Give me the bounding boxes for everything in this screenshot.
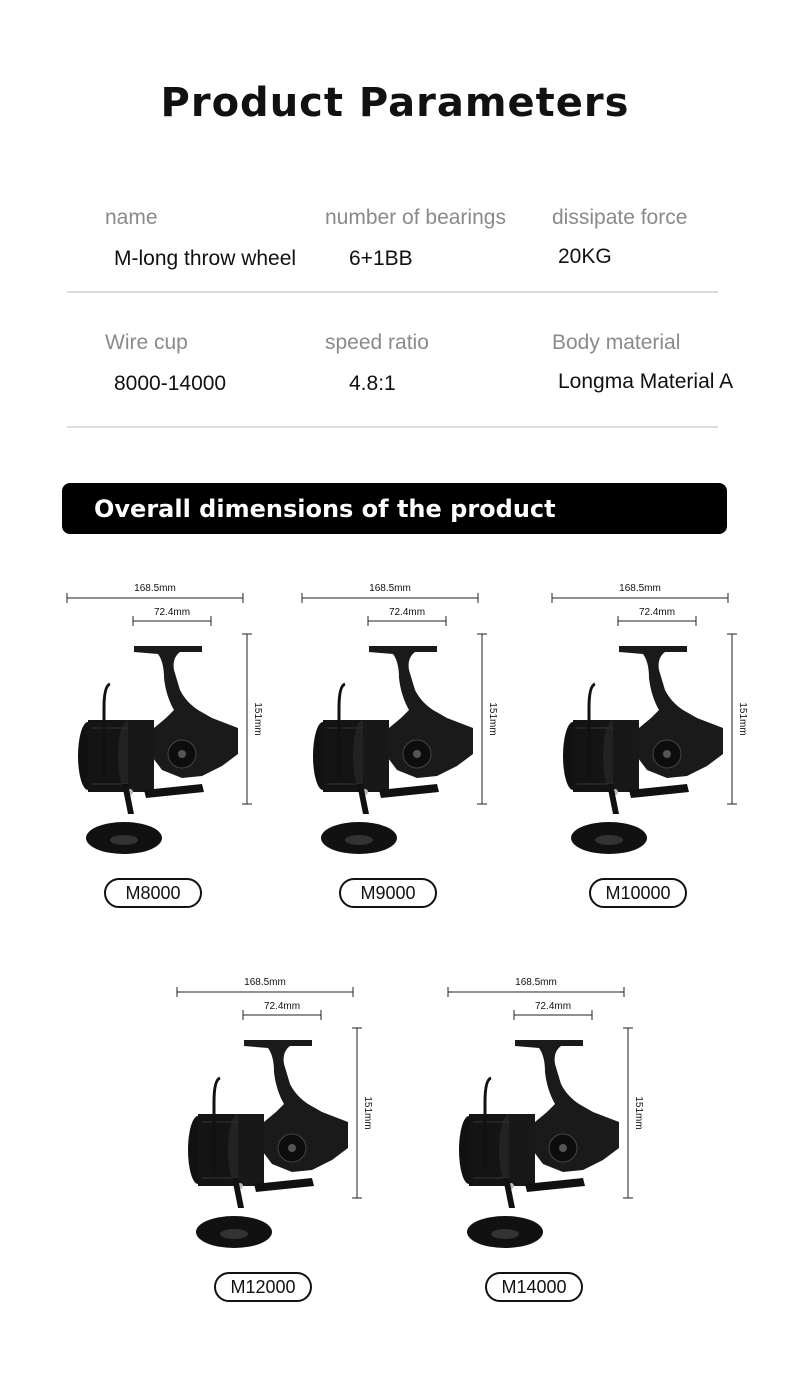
reel-diagram (62, 578, 263, 878)
param-value-name: M-long throw wheel (114, 247, 297, 270)
product-item-m10000 (547, 578, 748, 918)
reel-icon (78, 646, 238, 854)
page-title: Product Parameters (160, 80, 630, 126)
dimension-width-label: 168.5mm (134, 583, 176, 594)
param-value-bearings: 6+1BB (349, 247, 413, 270)
param-label-body-material: Body material (552, 331, 681, 354)
param-label-wire-cup: Wire cup (105, 331, 188, 354)
dimension-inner-label: 72.4mm (263, 1001, 301, 1012)
dimension-inner-label: 72.4mm (638, 607, 676, 618)
param-label-force: dissipate force (552, 206, 688, 229)
reel-icon (563, 646, 723, 854)
reel-diagram (443, 972, 644, 1272)
param-label-bearings: number of bearings (325, 206, 506, 229)
dimension-height-label: 151mm (362, 1096, 373, 1130)
reel-icon (459, 1040, 619, 1248)
divider (67, 426, 718, 428)
dimension-height-label: 151mm (252, 702, 263, 736)
model-badge: M14000 (485, 1272, 583, 1302)
param-label-name: name (105, 206, 158, 229)
dimension-height-label: 151mm (633, 1096, 644, 1130)
dimension-width-label: 168.5mm (244, 977, 286, 988)
product-item-m14000 (443, 972, 644, 1312)
product-item-m8000 (62, 578, 263, 918)
param-value-speed-ratio: 4.8:1 (349, 372, 396, 395)
dimension-inner-label: 72.4mm (388, 607, 426, 618)
dimension-height-label: 151mm (487, 702, 498, 736)
model-badge: M10000 (589, 878, 687, 908)
reel-icon (313, 646, 473, 854)
dimension-width-label: 168.5mm (619, 583, 661, 594)
model-badge: M12000 (214, 1272, 312, 1302)
reel-diagram (297, 578, 498, 878)
section-banner-title: Overall dimensions of the product (94, 495, 556, 523)
dimension-width-label: 168.5mm (369, 583, 411, 594)
param-value-body-material: Longma Material A (558, 370, 734, 393)
reel-diagram (547, 578, 748, 878)
dimension-inner-label: 72.4mm (534, 1001, 572, 1012)
dimension-height-label: 151mm (737, 702, 748, 736)
product-item-m9000 (297, 578, 498, 918)
dimension-inner-label: 72.4mm (153, 607, 191, 618)
product-item-m12000 (172, 972, 373, 1312)
param-label-speed-ratio: speed ratio (325, 331, 429, 354)
model-badge: M9000 (339, 878, 437, 908)
reel-icon (188, 1040, 348, 1248)
param-value-force: 20KG (558, 245, 612, 268)
dimension-width-label: 168.5mm (515, 977, 557, 988)
param-value-wire-cup: 8000-14000 (114, 372, 227, 395)
model-badge: M8000 (104, 878, 202, 908)
section-banner (62, 483, 727, 534)
reel-diagram (172, 972, 373, 1272)
divider (67, 291, 718, 293)
